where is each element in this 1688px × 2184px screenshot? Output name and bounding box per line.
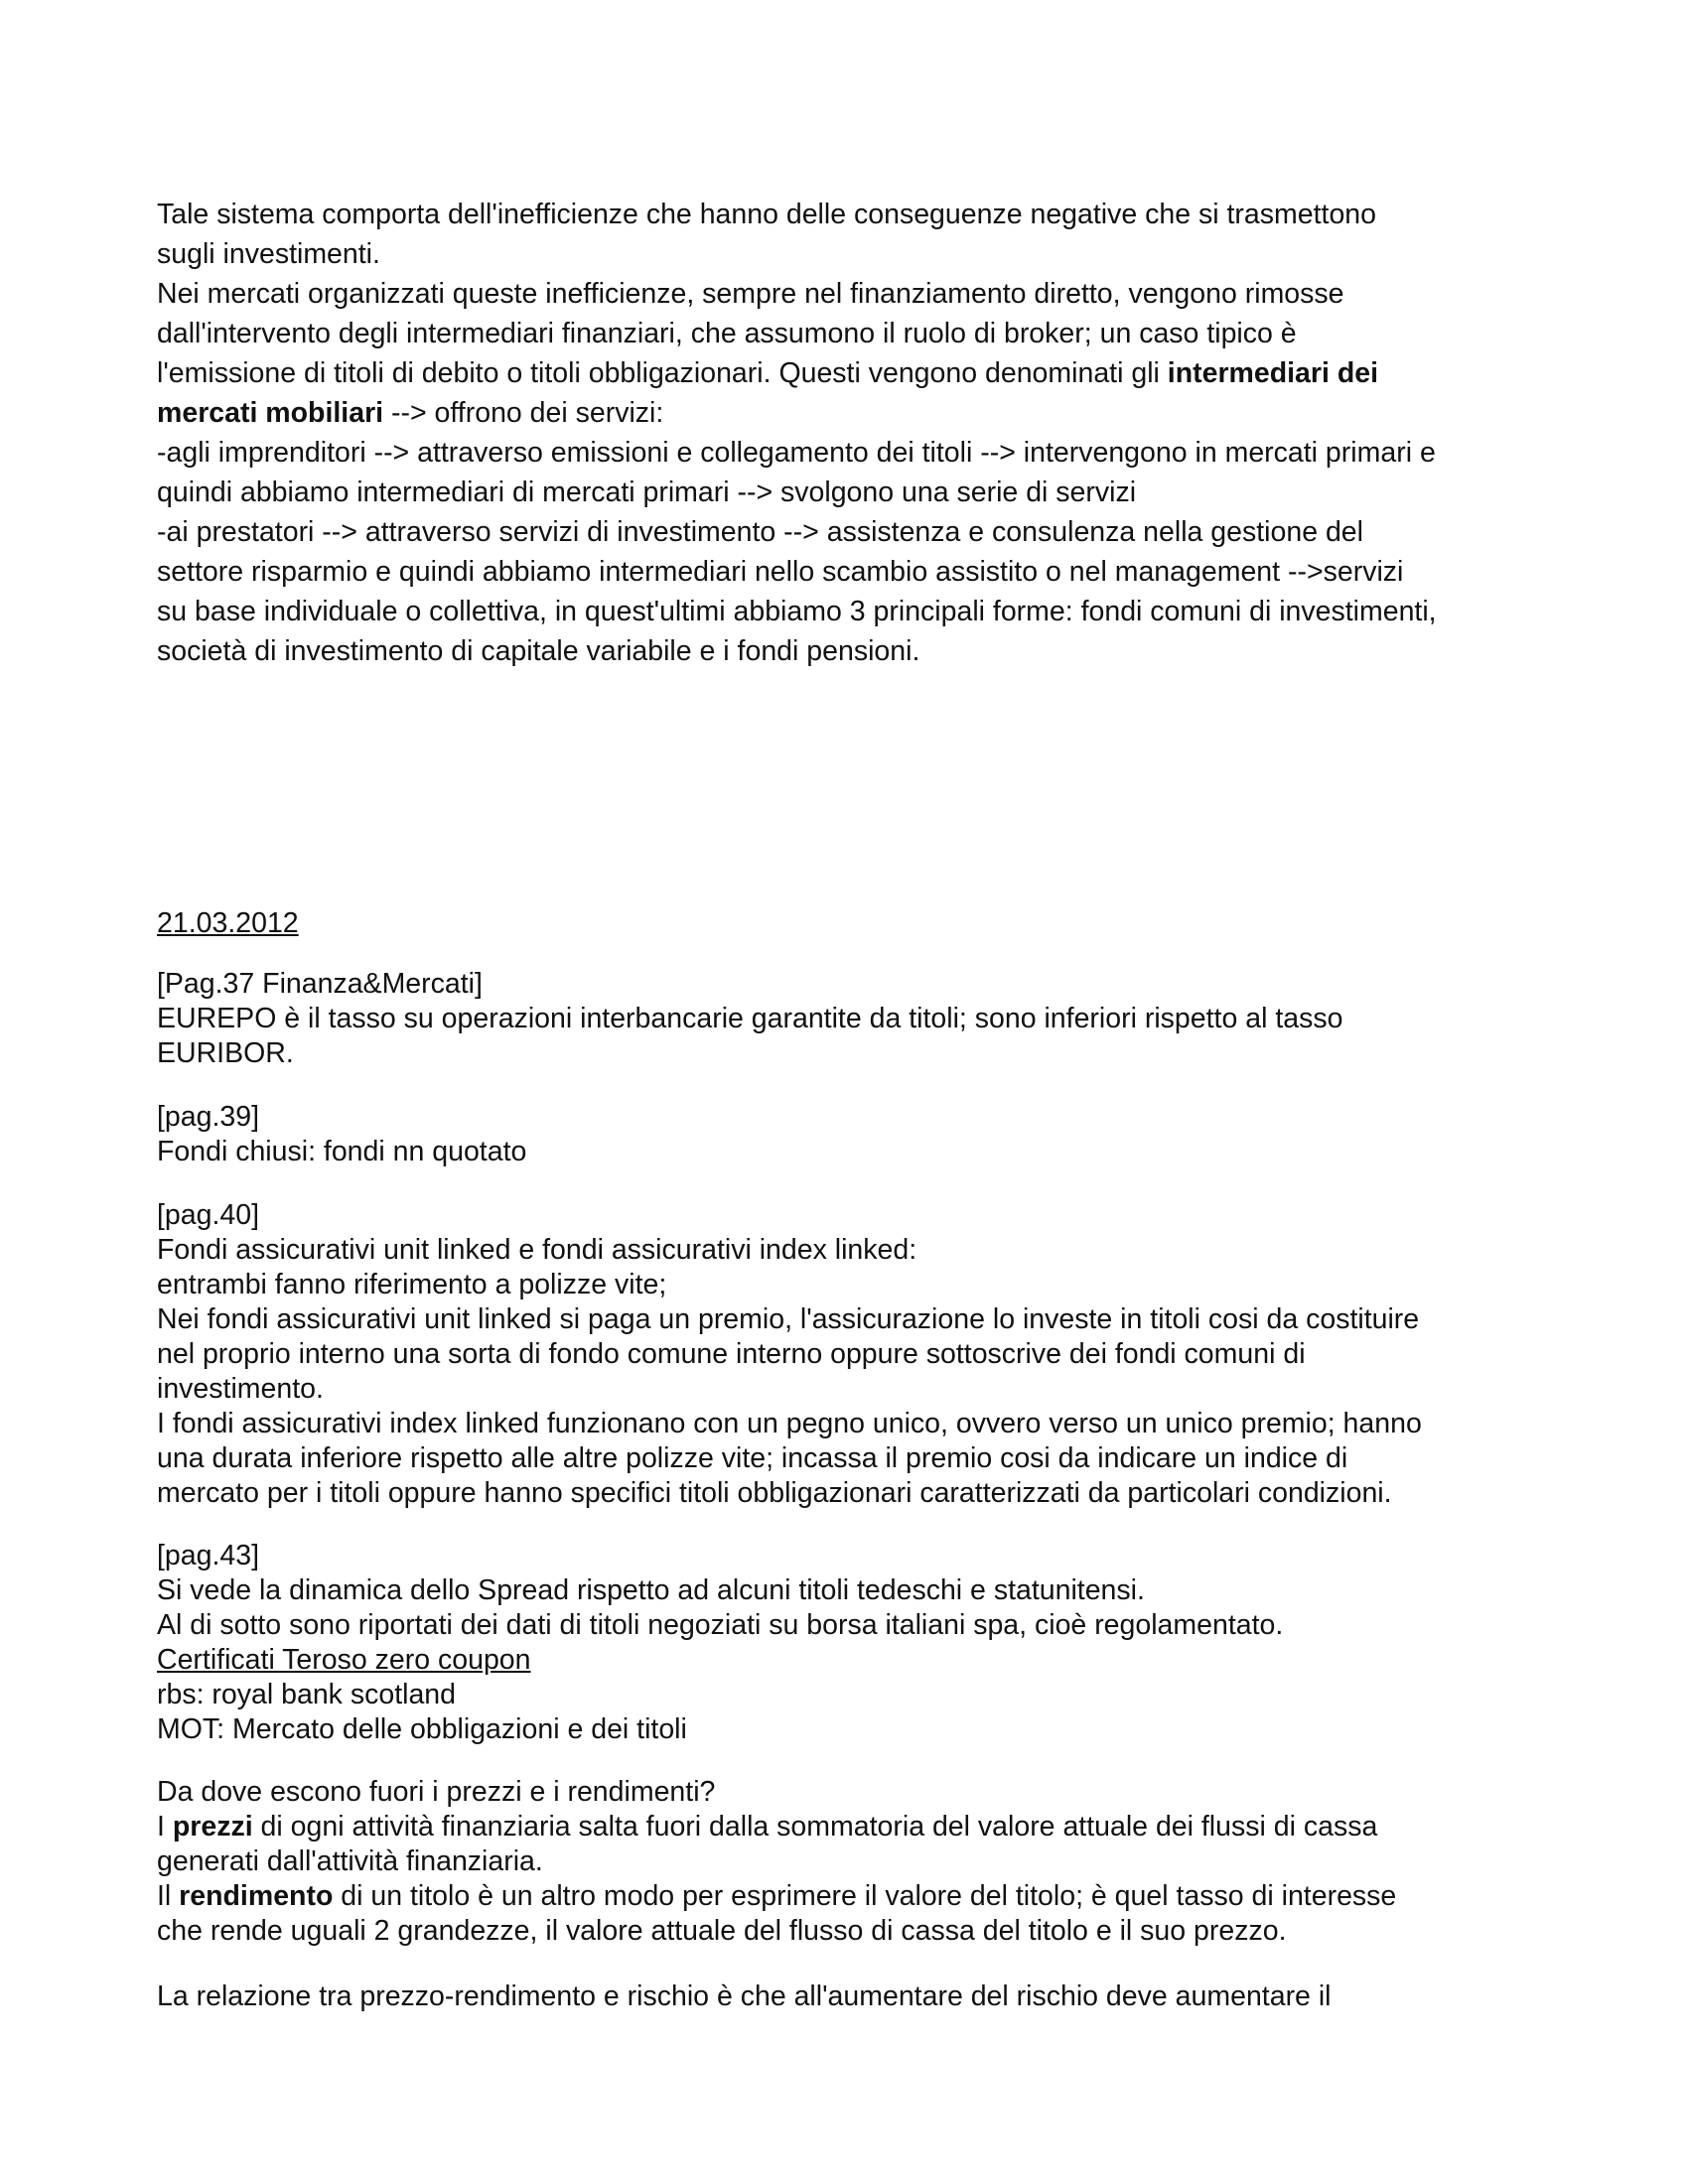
text-line: generati dall'attività finanziaria. — [157, 1845, 543, 1877]
text-line: su base individuale o collettiva, in quest'ultimi abbiamo 3 principali forme: fondi comuni di investimenti, — [157, 596, 1437, 627]
date-text: 21.03.2012 — [157, 907, 299, 939]
text-line — [157, 1810, 1547, 1844]
bold-term: mercati mobiliari — [157, 397, 384, 429]
page-ref: [pag.39] — [157, 1101, 260, 1133]
note-pag40 — [157, 1198, 1547, 1511]
text-line: Nei mercati organizzati queste inefficienze, sempre nel finanziamento diretto, vengono rimosse — [157, 278, 1344, 310]
text-run: Il — [157, 1880, 180, 1912]
date-heading — [157, 903, 1547, 943]
text-line: Al di sotto sono riportati dei dati di titoli negoziati su borsa italiani spa, cioè regolamentato. — [157, 1609, 1284, 1641]
text-line: entrambi fanno riferimento a polizze vite; — [157, 1269, 667, 1300]
text-line: -ai prestatori --> attraverso servizi di investimento --> assistenza e consulenza nella gestione del — [157, 516, 1363, 548]
bold-term: prezzi — [172, 1811, 253, 1843]
text-line: EURIBOR. — [157, 1037, 294, 1069]
text-line: Fondi assicurativi unit linked e fondi assicurativi index linked: — [157, 1234, 917, 1266]
text-line: società di investimento di capitale variabile e i fondi pensioni. — [157, 635, 920, 667]
text-line: nel proprio interno una sorta di fondo comune interno oppure sottoscrive dei fondi comuni di — [157, 1338, 1306, 1370]
text-run: l'emissione di titoli di debito o titoli obbligazionari. Questi vengono denominati gli — [157, 357, 1168, 389]
note-pag39 — [157, 1100, 1547, 1169]
page-ref: [pag.43] — [157, 1540, 260, 1571]
text-run: I — [157, 1811, 173, 1843]
text-line: settore risparmio e quindi abbiamo intermediari nello scambio assistito o nel management -->servizi — [157, 556, 1404, 588]
prices-yields-paragraph — [157, 1775, 1547, 1949]
text-run: di ogni attività finanziaria salta fuori dalla sommatoria del valore attuale dei flussi di cassa — [252, 1811, 1378, 1843]
text-line: La relazione tra prezzo-rendimento e rischio è che all'aumentare del rischio deve aumentare il — [157, 1980, 1332, 2012]
text-line: MOT: Mercato delle obbligazioni e dei titoli — [157, 1713, 687, 1745]
text-line: sugli investimenti. — [157, 238, 380, 270]
underlined-heading: Certificati Teroso zero coupon — [157, 1644, 531, 1676]
text-run: --> offrono dei servizi: — [383, 397, 664, 429]
text-line — [157, 1879, 1547, 1914]
bold-term: rendimento — [179, 1880, 334, 1912]
note-pag43 — [157, 1539, 1547, 1747]
note-pag37 — [157, 967, 1547, 1071]
text-line — [157, 393, 1547, 433]
text-line: Si vede la dinamica dello Spread rispetto ad alcuni titoli tedeschi e statunitensi. — [157, 1574, 1145, 1606]
bold-term: intermediari dei — [1167, 357, 1379, 389]
text-line: Fondi chiusi: fondi nn quotato — [157, 1136, 527, 1167]
intro-paragraph — [157, 195, 1547, 671]
text-line — [157, 353, 1547, 393]
text-line: quindi abbiamo intermediari di mercati primari --> svolgono una serie di servizi — [157, 477, 1137, 508]
text-line: investimento. — [157, 1373, 324, 1405]
text-line: Tale sistema comporta dell'inefficienze che hanno delle conseguenze negative che si trasmettono — [157, 199, 1376, 230]
text-line: una durata inferiore rispetto alle altre polizze vite; incassa il premio cosi da indicare un indice di — [157, 1442, 1348, 1474]
text-line: Nei fondi assicurativi unit linked si paga un premio, l'assicurazione lo investe in titoli cosi da costituire — [157, 1303, 1420, 1335]
question-line: Da dove escono fuori i prezzi e i rendimenti? — [157, 1776, 716, 1808]
page-ref: [Pag.37 Finanza&Mercati] — [157, 968, 483, 1000]
text-line: -agli imprenditori --> attraverso emissioni e collegamento dei titoli --> intervengono in mercati primari e — [157, 437, 1436, 469]
text-line: che rende uguali 2 grandezze, il valore attuale del flusso di cassa del titolo e il suo prezzo. — [157, 1915, 1287, 1947]
text-line: EUREPO è il tasso su operazioni interbancarie garantite da titoli; sono inferiori rispetto al tasso — [157, 1003, 1343, 1034]
text-line: dall'intervento degli intermediari finanziari, che assumono il ruolo di broker; un caso tipico è — [157, 318, 1297, 349]
text-line: rbs: royal bank scotland — [157, 1679, 456, 1710]
text-line: I fondi assicurativi index linked funzionano con un pegno unico, ovvero verso un unico premio; hanno — [157, 1408, 1422, 1439]
text-run: di un titolo è un altro modo per esprimere il valore del titolo; è quel tasso di interesse — [333, 1880, 1397, 1912]
closing-line — [157, 1979, 1547, 2014]
page-ref: [pag.40] — [157, 1199, 260, 1231]
text-line: mercato per i titoli oppure hanno specifici titoli obbligazionari caratterizzati da particolari condizioni. — [157, 1477, 1392, 1509]
